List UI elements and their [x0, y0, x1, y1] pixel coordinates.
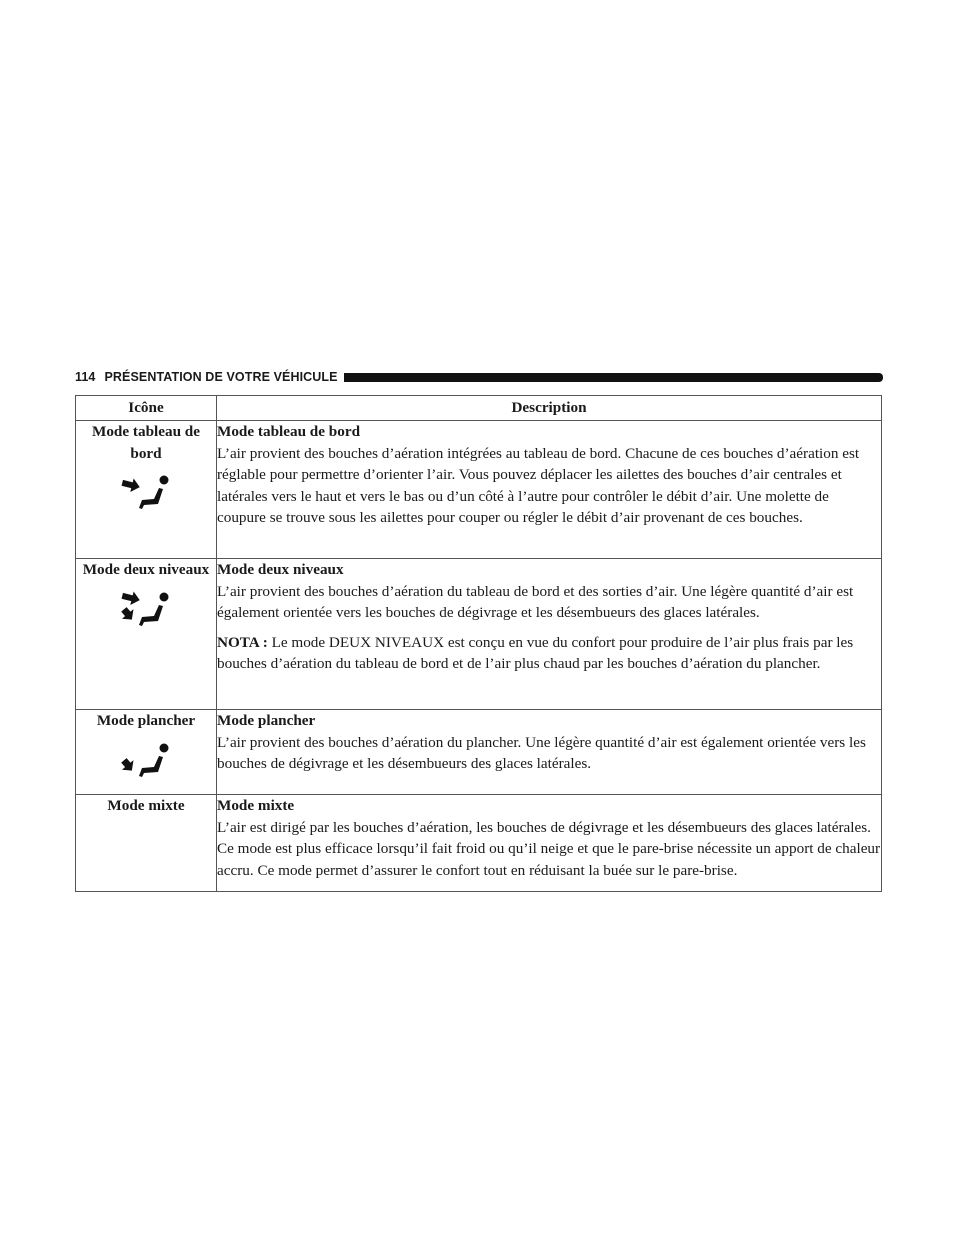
mode-text: L’air provient des bouches d’aération intégrées au tableau de bord. Chacune de ces bouches d’aération est réglable pour permettre d’orienter l’air. Vous pouvez déplacer les ailettes des bouches d’air centrales et latérales vers le haut et vers le bas ou d’un côté à l’autre pour contrôler le débit d’air. Une molette de coupure se trouve sous les ailettes pour couper ou régler le débit d’air provenant de ces bouches.: [217, 444, 860, 526]
page-header: [75, 368, 883, 386]
mode-text: L’air est dirigé par les bouches d’aération, les bouches de dégivrage et les désembueurs des glaces latérales. Ce mode est plus efficace lorsqu’il fait froid ou qu’il neige et que le pare-brise nécessite un apport de chaleur accru. Ce mode permet d’assurer le confort tout en réduisant la buée sur le pare-brise.: [217, 818, 881, 879]
description-cell: [217, 559, 882, 710]
bilevel-mode-icon: [118, 589, 174, 631]
note: [217, 632, 881, 675]
icon-label: Mode deux niveaux: [82, 561, 210, 578]
mode-text: L’air provient des bouches d’aération du tableau de bord et des sorties d’air. Une légère quantité d’air est également orientée vers les bouches de dégivrage et les désembueurs des glaces latérales.: [217, 582, 854, 621]
icon-cell: [76, 559, 217, 710]
airflow-modes-table: [75, 395, 882, 892]
icon-cell: [76, 421, 217, 559]
mode-title: Mode mixte: [217, 797, 295, 814]
note-text: Le mode DEUX NIVEAUX est conçu en vue du confort pour produire de l’air plus frais par les bouches d’aération du tableau de bord et de l’air plus chaud par les bouches d’aération du plancher.: [217, 633, 854, 672]
panel-mode-icon: [118, 472, 174, 514]
table-row: [76, 795, 882, 892]
description-cell: [217, 421, 882, 559]
icon-label: Mode tableau de bord: [92, 423, 200, 462]
mode-text: L’air provient des bouches d’aération du plancher. Une légère quantité d’air est également orientée vers les bouches de dégivrage et les désembueurs des glaces latérales.: [217, 733, 866, 772]
icon-label: Mode mixte: [107, 797, 185, 814]
mode-title: Mode tableau de bord: [217, 423, 361, 440]
floor-mode-icon: [118, 740, 174, 782]
note-label: NOTA :: [217, 633, 268, 651]
column-header-icon: Icône: [76, 396, 217, 421]
table-row: [76, 559, 882, 710]
page-number: 114: [75, 370, 96, 384]
section-title: PRÉSENTATION DE VOTRE VÉHICULE: [104, 370, 338, 384]
description-cell: [217, 795, 882, 892]
icon-label: Mode plancher: [96, 712, 196, 729]
column-header-description: Description: [217, 396, 882, 421]
table-header-row: [76, 396, 882, 421]
icon-cell: [76, 795, 217, 892]
header-rule: [344, 373, 883, 382]
icon-cell: [76, 710, 217, 795]
table-row: [76, 421, 882, 559]
table-row: [76, 710, 882, 795]
mode-title: Mode plancher: [217, 712, 316, 729]
description-cell: [217, 710, 882, 795]
mode-title: Mode deux niveaux: [217, 561, 344, 578]
